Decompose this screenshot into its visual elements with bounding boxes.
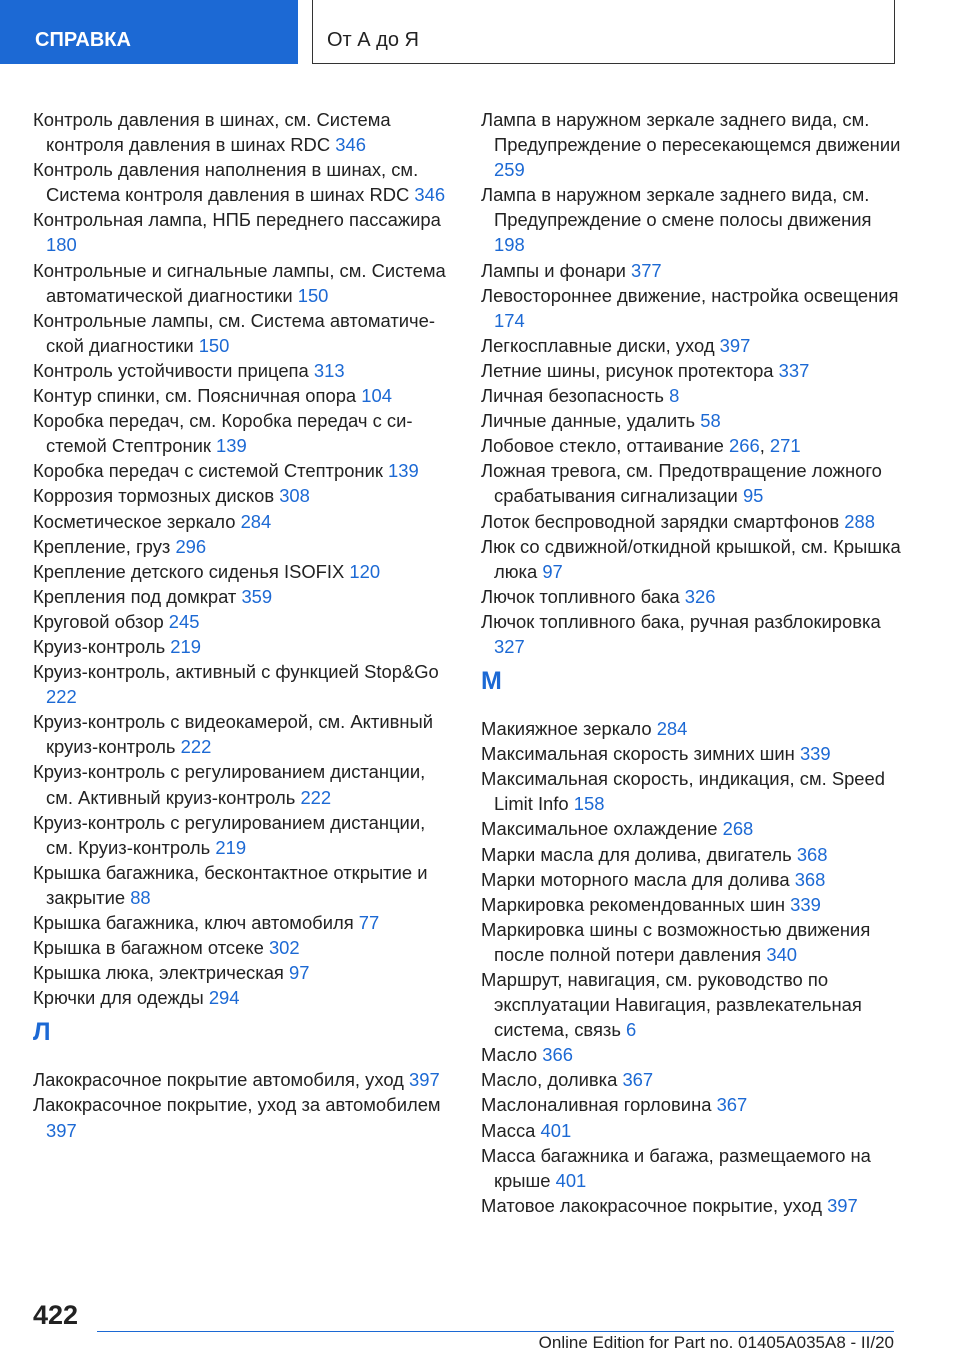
index-entry-text: Масса xyxy=(481,1119,541,1141)
page-link[interactable]: 327 xyxy=(494,635,525,657)
page-link[interactable]: 268 xyxy=(722,818,754,840)
index-entry-text: Максимальная скорость зимних шин xyxy=(481,743,800,765)
index-entry-text: Лампа в наружном зеркале заднего вида, см. Предупреждение о смене полосы движения xyxy=(481,184,872,231)
index-entry xyxy=(33,308,453,358)
index-column-left xyxy=(33,107,453,1143)
index-entry-text: Лоток беспроводной зарядки смартфонов xyxy=(481,510,845,532)
index-entry-text: Крышка люка, электрическая xyxy=(33,962,289,984)
page-ref-separator: , xyxy=(759,435,770,457)
index-entry-text: Марки моторного масла для долива xyxy=(481,868,795,890)
page-link[interactable]: 158 xyxy=(573,793,605,815)
page-link[interactable]: 366 xyxy=(542,1044,573,1066)
page-link[interactable]: 219 xyxy=(215,836,247,858)
page-link[interactable]: 139 xyxy=(388,460,419,482)
page-link[interactable]: 97 xyxy=(289,962,310,984)
index-entry-text: Масло, доливка xyxy=(481,1069,623,1091)
index-entry-text: Лампы и фонари xyxy=(481,259,631,281)
index-entry xyxy=(481,741,901,766)
index-entry xyxy=(481,358,901,383)
index-entry xyxy=(481,1092,901,1117)
index-entry-text: Крепление детского сиденья ISOFIX xyxy=(33,560,350,582)
index-entry xyxy=(481,967,901,1042)
index-entry xyxy=(481,609,901,659)
index-entry xyxy=(33,358,453,383)
page-link[interactable]: 340 xyxy=(766,943,798,965)
index-entry-text: Летние шины, рисунок протектора xyxy=(481,359,779,381)
index-entry-text: Макияжное зеркало xyxy=(481,718,657,740)
index-entry xyxy=(33,1067,453,1092)
index-entry-text: Лобовое стекло, оттаивание xyxy=(481,435,729,457)
index-entry xyxy=(481,534,901,584)
page-number: 422 xyxy=(33,1300,79,1330)
index-entry-text: Масло xyxy=(481,1044,543,1066)
page-link[interactable]: 97 xyxy=(542,560,563,582)
index-entry-text: Маркировка рекомендованных шин xyxy=(481,893,791,915)
page-link[interactable]: 339 xyxy=(790,893,821,915)
page-link[interactable]: 58 xyxy=(700,410,721,432)
index-entry xyxy=(481,1042,901,1067)
index-letter-heading: М xyxy=(481,667,502,696)
index-entry-text: Круиз-контроль с регулированием дистанции, см. Круиз-контроль xyxy=(33,811,426,858)
index-entry xyxy=(481,892,901,917)
page-link[interactable]: 302 xyxy=(268,937,300,959)
index-entry xyxy=(33,509,453,534)
index-entry xyxy=(481,509,901,534)
index-entry xyxy=(33,383,453,408)
index-entry-text: Марки масла для долива, двигатель xyxy=(481,843,797,865)
page-link[interactable]: 198 xyxy=(494,234,525,256)
page-link[interactable]: 77 xyxy=(358,912,380,933)
page-link[interactable]: 271 xyxy=(769,435,801,457)
index-entry-text: Контрольная лампа, НПБ переднего пассажира xyxy=(33,209,441,231)
index-entry-text: Масса багажника и багажа, размещаемого на крыше xyxy=(481,1144,871,1191)
page-link[interactable]: 222 xyxy=(180,736,212,758)
page-link[interactable]: 397 xyxy=(409,1069,440,1091)
index-entry xyxy=(481,107,901,182)
index-entry-text: Матовое лакокрасочное покрытие, уход xyxy=(481,1194,828,1216)
index-entry xyxy=(33,860,453,910)
index-entry-text: Круговой обзор xyxy=(33,610,169,632)
index-entry xyxy=(33,207,453,257)
page-link[interactable]: 397 xyxy=(719,334,751,356)
page-link[interactable]: 95 xyxy=(742,485,764,507)
index-entry xyxy=(33,985,453,1010)
index-entry xyxy=(33,759,453,809)
index-entry xyxy=(481,1067,901,1092)
section-tab[interactable] xyxy=(0,0,298,64)
page-link[interactable]: 368 xyxy=(796,843,828,865)
page-link[interactable]: 397 xyxy=(46,1119,77,1141)
index-entry-text: Круиз-контроль с регулированием дистанции, см. Активный круиз-контроль xyxy=(33,761,426,808)
page-link[interactable]: 174 xyxy=(494,309,525,331)
index-entry-text: Крышка багажника, бесконтактное открытие и закрытие xyxy=(33,861,428,908)
index-entry xyxy=(33,609,453,634)
index-entry xyxy=(33,634,453,659)
page-link[interactable]: 401 xyxy=(555,1169,587,1191)
index-entry xyxy=(481,584,901,609)
page-link[interactable]: 296 xyxy=(175,535,207,557)
index-entry-text: Люк со сдвижной/откидной крышкой, см. Крышка люка xyxy=(481,535,901,582)
index-entry-text: Контур спинки, см. Поясничная опора xyxy=(33,385,362,407)
edition-info: Online Edition for Part no. 01405A035A8 - II/20 xyxy=(538,1333,894,1352)
page-link[interactable]: 367 xyxy=(622,1069,654,1091)
index-entry xyxy=(33,258,453,308)
index-entry xyxy=(481,258,901,283)
index-entry xyxy=(481,867,901,892)
index-entry xyxy=(33,709,453,759)
page-link[interactable]: 284 xyxy=(240,510,272,532)
page-link[interactable]: 294 xyxy=(208,987,240,1009)
index-entry xyxy=(33,960,453,985)
section-title: СПРАВКА xyxy=(35,29,131,51)
index-entry xyxy=(33,107,453,157)
page-link[interactable]: 104 xyxy=(361,385,392,407)
index-entry-text: Круиз-контроль, активный с функцией Stop&Go xyxy=(33,661,439,683)
index-entry-text: Контроль давления наполнения в шинах, см. Система контроля давления в шинах RDC xyxy=(33,159,419,206)
index-entry xyxy=(33,534,453,559)
index-entry-text: Крышка в багажном отсеке xyxy=(33,937,269,959)
page-link[interactable]: 367 xyxy=(716,1094,748,1116)
index-entry xyxy=(33,584,453,609)
index-entry-text: Лакокрасочное покрытие, уход за автомобилем xyxy=(33,1094,441,1116)
page-link[interactable]: 337 xyxy=(778,359,810,381)
index-entry-text: Контрольные лампы, см. Система автоматической диагностики xyxy=(33,309,435,356)
index-entry xyxy=(481,333,901,358)
index-entry-text: Контроль устойчивости прицепа xyxy=(33,359,314,381)
page-link[interactable]: 259 xyxy=(494,159,525,181)
index-entry xyxy=(33,559,453,584)
index-entry xyxy=(481,283,901,333)
page-link[interactable]: 219 xyxy=(170,635,201,657)
index-entry-text: Максимальное охлаждение xyxy=(481,818,723,840)
page-link[interactable]: 150 xyxy=(297,284,329,306)
index-column-right xyxy=(481,107,901,1218)
page-link[interactable]: 88 xyxy=(130,886,151,908)
page-link[interactable]: 222 xyxy=(46,686,77,708)
index-entry-text: Лючок топливного бака, ручная разблокировка xyxy=(481,610,881,632)
index-entry xyxy=(481,917,901,967)
index-entry xyxy=(33,659,453,709)
page-link[interactable]: 6 xyxy=(626,1019,637,1041)
index-entry xyxy=(481,1143,901,1193)
page-link[interactable]: 313 xyxy=(313,359,345,381)
index-entry xyxy=(481,383,901,408)
index-entry xyxy=(33,483,453,508)
page-link[interactable]: 326 xyxy=(684,585,716,607)
page-link[interactable]: 222 xyxy=(300,786,332,808)
index-entry-text: Маршрут, навигация, см. руководство по эксплуатации Навигация, развлекательная система, связь xyxy=(481,969,862,1041)
page-link[interactable]: 120 xyxy=(349,560,381,582)
index-entry xyxy=(33,810,453,860)
index-entry-text: Лючок топливного бака xyxy=(481,585,685,607)
index-entry-text: Коробка передач, см. Коробка передач с системой Стептроник xyxy=(33,410,413,457)
chapter-title: От А до Я xyxy=(327,29,419,51)
index-entry-text: Крепление, груз xyxy=(33,535,176,557)
index-entry-text: Круиз-контроль xyxy=(33,635,171,657)
index-entry xyxy=(33,910,453,935)
index-entry xyxy=(481,1118,901,1143)
chapter-header xyxy=(312,0,895,64)
index-letter-heading: Л xyxy=(33,1018,51,1047)
index-entry-text: Коррозия тормозных дисков xyxy=(33,485,280,507)
page-link[interactable]: 180 xyxy=(46,234,77,256)
index-entry-text: Лакокрасочное покрытие автомобиля, уход xyxy=(33,1069,409,1091)
index-entry xyxy=(33,408,453,458)
page-link[interactable]: 359 xyxy=(241,585,273,607)
index-entry-text: Максимальная скорость, индикация, см. Speed Limit Info xyxy=(481,768,885,815)
index-entry xyxy=(481,816,901,841)
index-entry-text: Ложная тревога, см. Предотвращение ложного срабатывания сигнализации xyxy=(481,460,882,507)
page-link[interactable]: 368 xyxy=(794,868,826,890)
page-link[interactable]: 139 xyxy=(216,435,247,457)
index-entry xyxy=(33,935,453,960)
index-entry-text: Крючки для одежды xyxy=(33,987,209,1009)
index-entry xyxy=(481,433,901,458)
page-link[interactable]: 377 xyxy=(630,259,662,281)
page-link[interactable]: 346 xyxy=(335,134,366,156)
index-entry-text: Личные данные, удалить xyxy=(481,410,701,432)
index-entry-text: Круиз-контроль с видеокамерой, см. Активный круиз-контроль xyxy=(33,711,434,758)
page-link[interactable]: 266 xyxy=(729,435,760,457)
page-link[interactable]: 346 xyxy=(414,184,446,206)
index-entry-text: Лампа в наружном зеркале заднего вида, см. Предупреждение о пересекающемся движении xyxy=(481,109,901,156)
index-entry xyxy=(481,1193,901,1218)
page-link[interactable]: 8 xyxy=(669,385,680,407)
index-entry-text: Крышка багажника, ключ автомобиля xyxy=(33,912,359,933)
index-entry xyxy=(481,182,901,257)
index-entry-text: Легкосплавные диски, уход xyxy=(481,334,720,356)
index-entry-text: Коробка передач с системой Стептроник xyxy=(33,460,389,482)
footer-divider xyxy=(97,1331,894,1332)
page-link[interactable]: 245 xyxy=(168,610,200,632)
page-link[interactable]: 397 xyxy=(827,1194,858,1216)
index-entry-text: Личная безопасность xyxy=(481,385,670,407)
index-entry xyxy=(481,458,901,508)
index-entry xyxy=(481,766,901,816)
index-entry xyxy=(33,458,453,483)
index-entry-text: Косметическое зеркало xyxy=(33,510,241,532)
index-entry-text: Крепления под домкрат xyxy=(33,585,242,607)
page-link[interactable]: 150 xyxy=(198,334,230,356)
index-entry-text: Левостороннее движение, настройка освещения xyxy=(481,284,899,306)
index-entry-text: Контрольные и сигнальные лампы, см. Система автоматической диагностики xyxy=(33,259,446,306)
index-entry xyxy=(481,408,901,433)
page-link[interactable]: 288 xyxy=(844,510,875,532)
index-entry-text: Контроль давления в шинах, см. Система контроля давления в шинах RDC xyxy=(33,109,391,156)
index-entry xyxy=(481,842,901,867)
page-link[interactable]: 401 xyxy=(540,1119,572,1141)
index-entry-text: Маркировка шины с возможностью движения после полной потери давления xyxy=(481,918,871,965)
index-entry-text: Маслоналивная горловина xyxy=(481,1094,717,1116)
index-entry xyxy=(33,1092,453,1142)
index-entry xyxy=(33,157,453,207)
page-link[interactable]: 284 xyxy=(656,718,688,740)
page-link[interactable]: 308 xyxy=(279,485,310,507)
index-entry xyxy=(481,716,901,741)
page-link[interactable]: 339 xyxy=(799,743,831,765)
